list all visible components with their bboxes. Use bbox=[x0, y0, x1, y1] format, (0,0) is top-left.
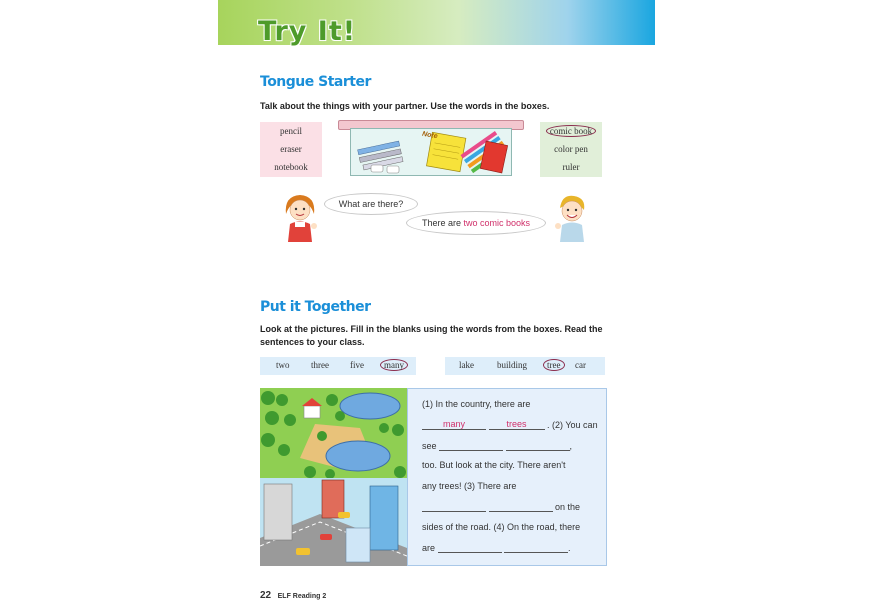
word-pencil: pencil bbox=[280, 126, 302, 136]
answer-blank-1[interactable]: many bbox=[422, 419, 486, 430]
word-eraser: eraser bbox=[280, 144, 302, 154]
answer-blank-3[interactable] bbox=[439, 440, 503, 451]
word-box-right bbox=[540, 122, 602, 177]
sentence-line-2 bbox=[422, 419, 598, 430]
book-title: ELF Reading 2 bbox=[277, 593, 327, 600]
word-box-left bbox=[260, 122, 322, 177]
fill-in-text-panel bbox=[407, 388, 607, 566]
country-city-illustration bbox=[260, 388, 407, 566]
page-footer bbox=[260, 590, 326, 601]
word-lake: lake bbox=[459, 360, 474, 370]
sentence-line-7: sides of the road. (4) On the road, there bbox=[422, 522, 581, 532]
answer-blank-4[interactable] bbox=[506, 440, 570, 451]
page-number: 22 bbox=[260, 590, 272, 601]
word-tree: tree bbox=[543, 360, 565, 370]
workbook-page bbox=[218, 0, 655, 612]
sentence-line-2-end: . (2) You can bbox=[547, 420, 598, 430]
sentence-line-8 bbox=[422, 542, 571, 553]
word-notebook: notebook bbox=[274, 162, 308, 172]
word-comic-book: comic book bbox=[540, 126, 602, 136]
pencil-tray-illustration bbox=[338, 120, 522, 178]
boy-character-icon bbox=[552, 192, 592, 242]
word-building: building bbox=[497, 360, 528, 370]
word-two: two bbox=[276, 360, 290, 370]
sentence-line-3-start: see bbox=[422, 441, 437, 451]
sentence-line-6 bbox=[422, 501, 580, 512]
place-word-strip bbox=[445, 357, 605, 375]
speech-bubble-question: What are there? bbox=[324, 193, 418, 215]
word-five: five bbox=[350, 360, 364, 370]
map-drawing bbox=[260, 388, 407, 566]
sentence-line-8-start: are bbox=[422, 543, 436, 553]
page-title: Try It! bbox=[258, 16, 357, 47]
sentence-line-4: too. But look at the city. There aren't bbox=[422, 460, 566, 470]
answer-blank-7[interactable] bbox=[438, 542, 502, 553]
number-word-strip bbox=[260, 357, 416, 375]
sentence-line-8-end: . bbox=[568, 543, 571, 553]
tongue-starter-title: Tongue Starter bbox=[260, 74, 371, 90]
notebook-cover-label: Note bbox=[421, 130, 439, 141]
answer-prefix: There are bbox=[421, 218, 461, 228]
sentence-line-5: any trees! (3) There are bbox=[422, 481, 517, 491]
sentence-line-6-end: on the bbox=[555, 502, 581, 512]
answer-blank-5[interactable] bbox=[422, 501, 486, 512]
speech-bubble-answer bbox=[406, 211, 546, 235]
tongue-starter-instruction: Talk about the things with your partner. Use the words in the boxes. bbox=[260, 101, 550, 111]
girl-character-icon bbox=[280, 192, 320, 242]
answer-blank-8[interactable] bbox=[504, 542, 568, 553]
sentence-line-3-end: , bbox=[569, 441, 573, 451]
sentence-line-1: (1) In the country, there are bbox=[422, 399, 531, 409]
answer-blank-6[interactable] bbox=[489, 501, 553, 512]
word-ruler: ruler bbox=[562, 162, 580, 172]
word-three: three bbox=[311, 360, 329, 370]
word-color-pen: color pen bbox=[554, 144, 588, 154]
answer-highlight: two comic books bbox=[463, 218, 531, 228]
put-it-together-instruction: Look at the pictures. Fill in the blanks using the words from the boxes. Read the sentences to your class. bbox=[260, 324, 603, 347]
put-it-together-title: Put it Together bbox=[260, 299, 371, 315]
answer-blank-2[interactable]: trees bbox=[489, 419, 545, 430]
word-many: many bbox=[380, 360, 408, 370]
word-car: car bbox=[575, 360, 586, 370]
sentence-line-3 bbox=[422, 440, 572, 451]
